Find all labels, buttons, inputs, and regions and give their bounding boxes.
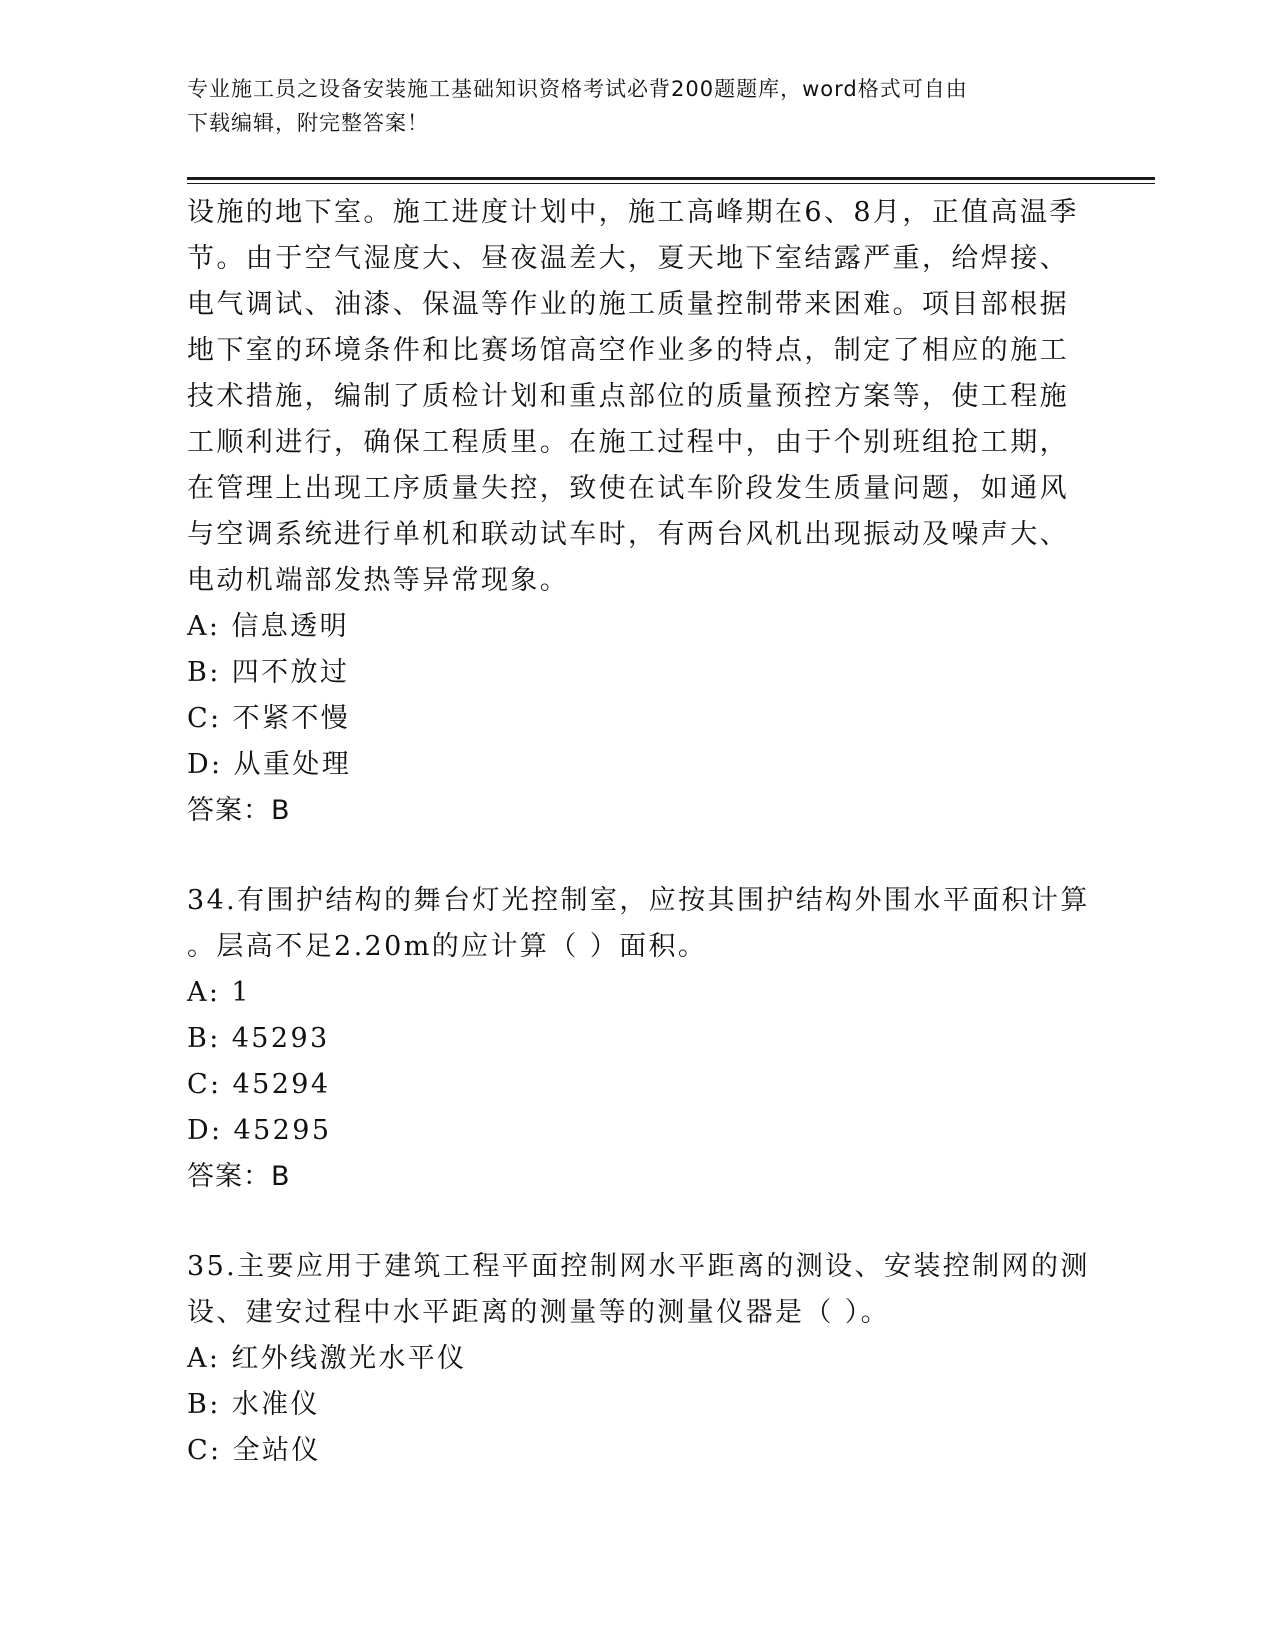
option-b: B: 水准仪 (187, 1389, 320, 1420)
option-b: B: 45293 (187, 1023, 330, 1054)
option-b: B: 四不放过 (187, 657, 350, 688)
document-header (187, 72, 1067, 140)
header-divider-thick (187, 177, 1155, 180)
header-title-line-1: 专业施工员之设备安装施工基础知识资格考试必背200题题库，word格式可自由 (187, 77, 968, 101)
question-stem-line: 34.有围护结构的舞台灯光控制室，应按其围护结构外围水平面积计算 (187, 885, 1090, 916)
question-33 (187, 190, 1087, 834)
question-stem-line: 工顺利进行，确保工程质里。在施工过程中，由于个别班组抢工期， (187, 427, 1069, 458)
option-a: A: 红外线激光水平仪 (187, 1343, 467, 1374)
answer-line: 答案：B (187, 795, 291, 826)
question-stem-line: 电气调试、油漆、保温等作业的施工质量控制带来困难。项目部根据 (187, 289, 1069, 320)
question-stem-line: 技术措施，编制了质检计划和重点部位的质量预控方案等，使工程施 (187, 381, 1069, 412)
option-a: A: 1 (187, 977, 251, 1008)
question-34 (187, 878, 1090, 1200)
question-stem-line: 在管理上出现工序质量失控，致使在试车阶段发生质量问题，如通风 (187, 473, 1069, 504)
question-stem-line: 地下室的环境条件和比赛场馆高空作业多的特点，制定了相应的施工 (187, 335, 1069, 366)
question-stem-line: 节。由于空气湿度大、昼夜温差大，夏天地下室结露严重，给焊接、 (187, 243, 1069, 274)
option-d: D: 45295 (187, 1115, 332, 1146)
question-stem-line: 35.主要应用于建筑工程平面控制网水平距离的测设、安装控制网的测 (187, 1251, 1090, 1282)
option-c: C: 45294 (187, 1069, 331, 1100)
header-divider-thin (187, 183, 1155, 184)
question-spacer (187, 834, 1087, 878)
question-stem-line: 设施的地下室。施工进度计划中，施工高峰期在6、8月，正值高温季 (187, 197, 1079, 228)
question-stem-line: 。层高不足2.20m的应计算（ ）面积。 (187, 931, 708, 962)
answer-line: 答案：B (187, 1161, 291, 1192)
question-stem-line: 与空调系统进行单机和联动试车时，有两台风机出现振动及噪声大、 (187, 519, 1069, 550)
option-a: A: 信息透明 (187, 611, 349, 642)
question-stem-line: 设、建安过程中水平距离的测量等的测量仪器是（ ）。 (187, 1297, 891, 1328)
question-spacer (187, 1200, 1087, 1244)
option-c: C: 不紧不慢 (187, 703, 351, 734)
option-c: C: 全站仪 (187, 1435, 321, 1466)
option-d: D: 从重处理 (187, 749, 352, 780)
question-content (187, 190, 1090, 1474)
header-title-line-2: 下载编辑，附完整答案！ (187, 111, 429, 135)
question-stem-line: 电动机端部发热等异常现象。 (187, 565, 570, 596)
question-35 (187, 1244, 1090, 1474)
